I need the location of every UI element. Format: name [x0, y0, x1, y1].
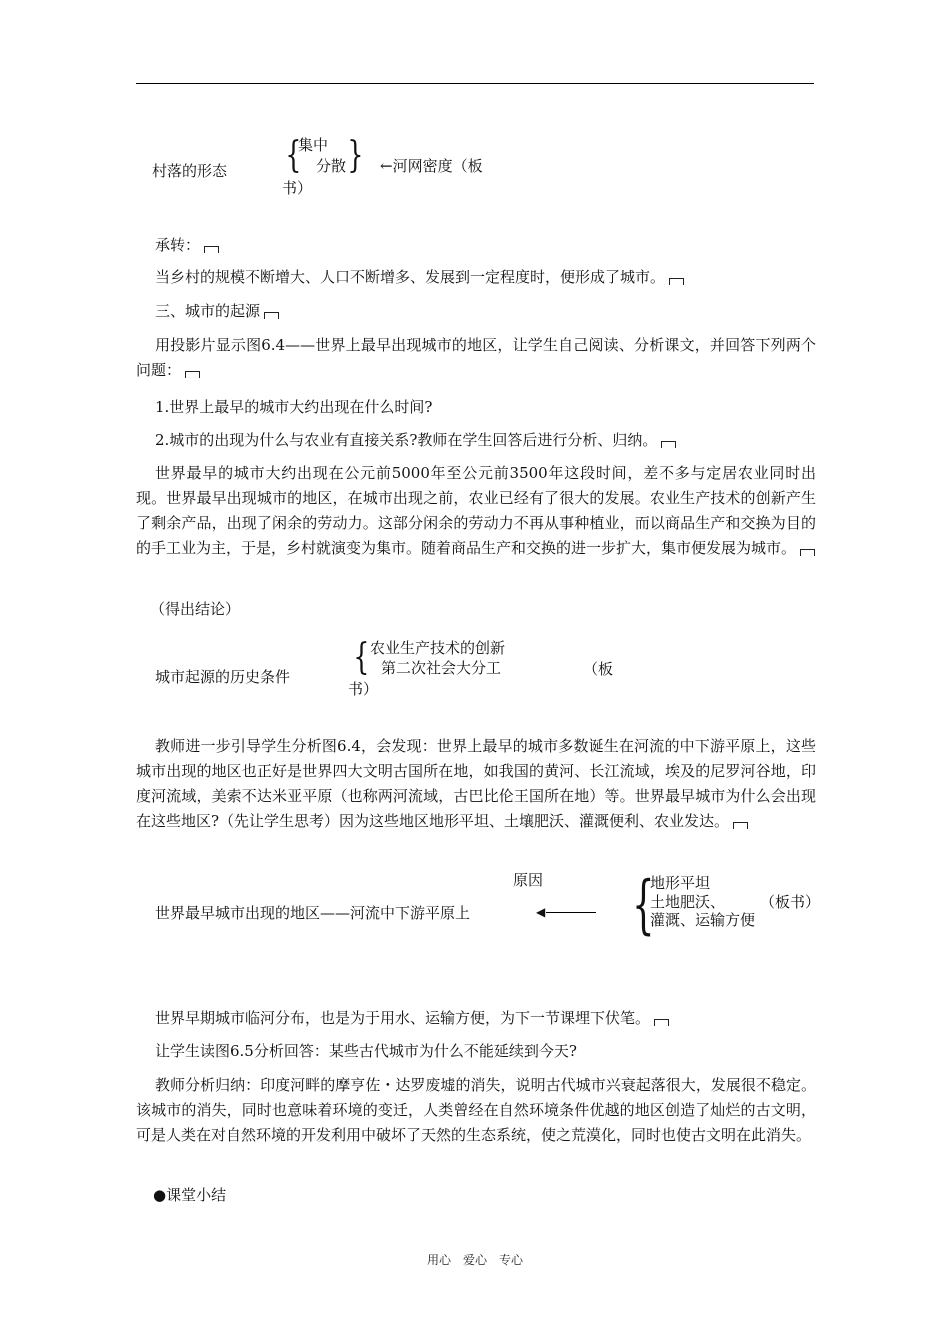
location-board: （板书）	[760, 893, 821, 911]
left-brace-icon: {	[285, 135, 302, 176]
paragraph-river-text: 世界早期城市临河分布，也是为于用水、运输方便，为下一节课埋下伏笔。	[155, 1009, 651, 1027]
arrow-left-icon: ◀	[536, 905, 546, 919]
left-brace-icon: {	[632, 868, 655, 942]
settlement-board-tail: 书）	[282, 179, 313, 197]
paragraph-mark-icon	[733, 822, 748, 829]
paragraph-mark-icon	[661, 441, 676, 448]
reason-1: 地形平坦	[650, 874, 711, 892]
paragraph-mark-icon	[669, 278, 684, 285]
left-brace-icon: {	[353, 637, 370, 678]
conclusion-label: （得出结论）	[150, 600, 241, 618]
reason-2: 土地肥沃、	[650, 893, 726, 911]
settlement-option-dispersed: 分散	[316, 157, 347, 175]
right-brace-icon: }	[347, 135, 364, 176]
paragraph-city-formed-text: 当乡村的规模不断增大、人口不断增多、发展到一定程度时，便形成了城市。	[155, 268, 666, 286]
condition-item-2: 第二次社会大分工	[381, 659, 502, 677]
paragraph-read-6-5: 让学生读图6.5分析回答：某些古代城市为什么不能延续到今天?	[155, 1042, 577, 1060]
paragraph-city-formed	[136, 265, 816, 290]
arrow-line	[546, 912, 596, 913]
settlement-arrow-text: ←河网密度（板	[380, 157, 483, 175]
paragraph-river	[155, 1007, 669, 1028]
class-summary-heading: ●课堂小结	[153, 1186, 227, 1204]
question-1: 1.世界上最早的城市大约出现在什么时间?	[155, 398, 433, 416]
conditions-label: 城市起源的历史条件	[155, 668, 291, 686]
reason-3: 灌溉、运输方便	[650, 911, 756, 929]
condition-item-1: 农业生产技术的创新	[370, 639, 506, 657]
question-2-text: 2.城市的出现为什么与农业有直接关系?教师在学生回答后进行分析、归纳。	[155, 431, 658, 449]
paragraph-teacher-guide-text: 教师进一步引导学生分析图6.4，会发现：世界上最早的城市多数诞生在河流的中下游平原上，这些城市出现的地区也正好是世界四大文明古国所在地，如我国的黄河、长江流域，埃及的尼罗河谷地，印度河流域，美索不达米亚平原（也称两河流域，古巴比伦王国所在地）等。世界最早城市为什么会出现在这些地区?（先让学生思考）因为这些地区地形平坦、土壤肥沃、灌溉便利、农业发达。	[136, 737, 816, 830]
paragraph-mark-icon	[185, 371, 200, 378]
paragraph-earliest-cities	[136, 461, 816, 561]
settlement-label: 村落的形态	[152, 162, 228, 180]
paragraph-projection-text: 用投影片显示图6.4——世界上最早出现城市的地区，让学生自己阅读、分析课文，并回答下列两个问题：	[136, 336, 816, 379]
conditions-board-tail: 书）	[348, 680, 379, 698]
cause-label: 原因	[513, 871, 544, 889]
paragraph-earliest-cities-text: 世界最早的城市大约出现在公元前5000年至公元前3500年这段时间，差不多与定居农业同时出现。世界最早出现城市的地区，在城市出现之前，农业已经有了很大的发展。农业生产技术的创新产生了剩余产品，出现了闲余的劳动力。这部分闲余的劳动力不再从事种植业，而以商品生产和交换为目的的手工业为主，于是，乡村就演变为集市。随着商品生产和交换的进一步扩大，集市便发展为城市。	[136, 464, 816, 557]
paragraph-mark-icon	[654, 1019, 669, 1026]
section-heading	[155, 300, 279, 321]
paragraph-teacher-summary: 教师分析归纳：印度河畔的摩亨佐・达罗废墟的消失，说明古代城市兴衰起落很大，发展很不稳定。该城市的消失，同时也意味着环境的变迁，人类曾经在自然环境条件优越的地区创造了灿烂的古文明，可是人类在对自然环境的开发利用中破坏了天然的生态系统，使之荒漠化，同时也使古文明在此消失。	[136, 1076, 816, 1144]
header-rule	[136, 83, 814, 84]
question-2	[155, 429, 676, 450]
transition-text: 承转：	[155, 236, 201, 254]
location-main-text: 世界最早城市出现的地区——河流中下游平原上	[155, 904, 471, 922]
paragraph-mark-icon	[204, 246, 219, 253]
conditions-board: （板	[583, 660, 614, 678]
paragraph-mark-icon	[800, 549, 815, 556]
paragraph-projection	[136, 333, 816, 383]
page-footer: 用心 爱心 专心	[426, 1253, 523, 1267]
section-heading-text: 三、城市的起源	[155, 302, 261, 320]
settlement-option-concentrated: 集中	[298, 136, 329, 154]
paragraph-teacher-guide	[136, 734, 816, 834]
transition-label	[155, 234, 219, 255]
paragraph-mark-icon	[264, 312, 279, 319]
